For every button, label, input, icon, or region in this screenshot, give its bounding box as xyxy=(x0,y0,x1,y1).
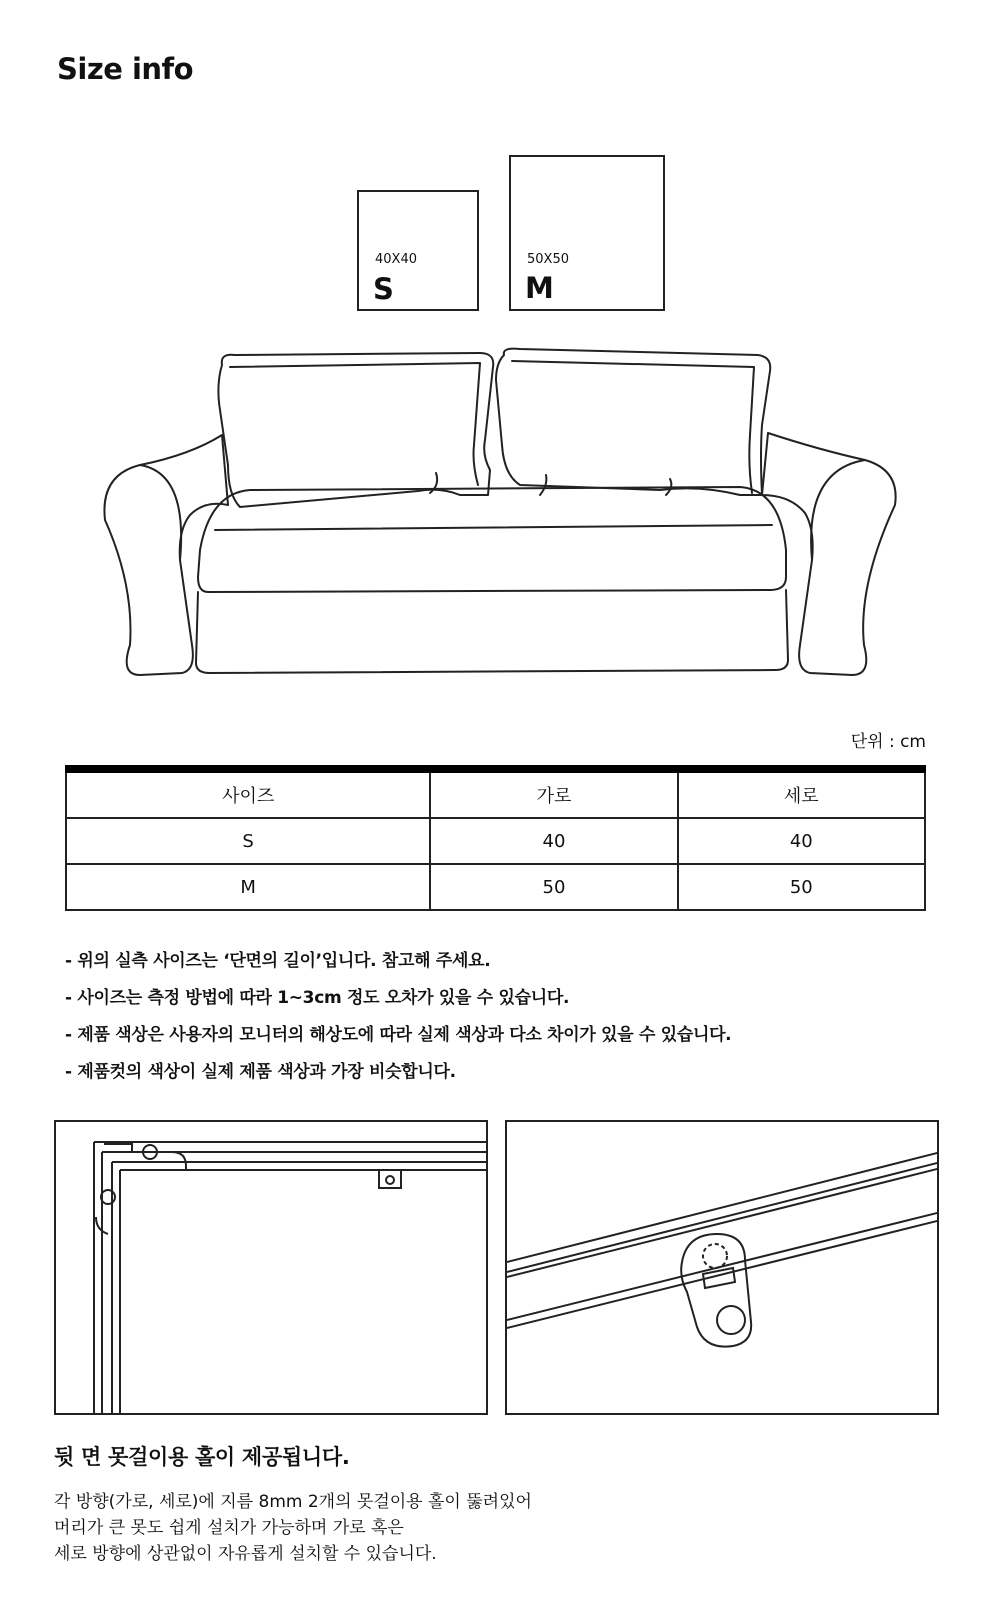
table-header-row xyxy=(66,769,925,818)
column-header-height: 세로 xyxy=(678,769,925,818)
note-item: - 제품 색상은 사용자의 모니터의 해상도에 따라 실제 색상과 다소 차이가 있을 수 있습니다. xyxy=(65,1025,732,1045)
table-cell-width: 40 xyxy=(430,818,677,864)
table-cell-height: 50 xyxy=(678,864,925,910)
table-row xyxy=(66,818,925,864)
frame-s-illustration xyxy=(357,190,479,311)
unit-label: 단위 : cm xyxy=(850,732,926,752)
table-cell-size: S xyxy=(66,818,430,864)
hole-info-line: 머리가 큰 못도 쉽게 설치가 가능하며 가로 혹은 xyxy=(54,1518,404,1538)
hole-info-line: 각 방향(가로, 세로)에 지름 8mm 2개의 못걸이용 홀이 뚫려있어 xyxy=(54,1492,532,1512)
table-cell-width: 50 xyxy=(430,864,677,910)
sofa-illustration xyxy=(100,345,900,695)
note-item: - 사이즈는 측정 방법에 따라 1~3cm 정도 오차가 있을 수 있습니다. xyxy=(65,988,570,1008)
column-header-size: 사이즈 xyxy=(66,769,430,818)
hole-info-description xyxy=(54,1489,532,1567)
frame-m-label: M xyxy=(525,271,554,305)
size-table xyxy=(65,765,926,911)
hanging-hook-illustration xyxy=(505,1120,939,1415)
note-item: - 위의 실측 사이즈는 ‘단면의 길이’입니다. 참고해 주세요. xyxy=(65,951,491,971)
table-cell-height: 40 xyxy=(678,818,925,864)
page-title: Size info xyxy=(57,52,194,86)
notes-list xyxy=(65,948,731,1096)
frame-m-dimension: 50X50 xyxy=(527,252,569,267)
table-cell-size: M xyxy=(66,864,430,910)
frame-corner-illustration xyxy=(54,1120,488,1415)
note-item: - 제품컷의 색상이 실제 제품 색상과 가장 비슷합니다. xyxy=(65,1062,456,1082)
frame-s-label: S xyxy=(373,272,394,306)
hole-info-line: 세로 방향에 상관없이 자유롭게 설치할 수 있습니다. xyxy=(54,1544,437,1564)
column-header-width: 가로 xyxy=(430,769,677,818)
frame-m-illustration xyxy=(509,155,665,311)
frame-s-dimension: 40X40 xyxy=(375,252,417,267)
hole-info-title: 뒷 면 못걸이용 홀이 제공됩니다. xyxy=(54,1445,350,1469)
table-row xyxy=(66,864,925,910)
